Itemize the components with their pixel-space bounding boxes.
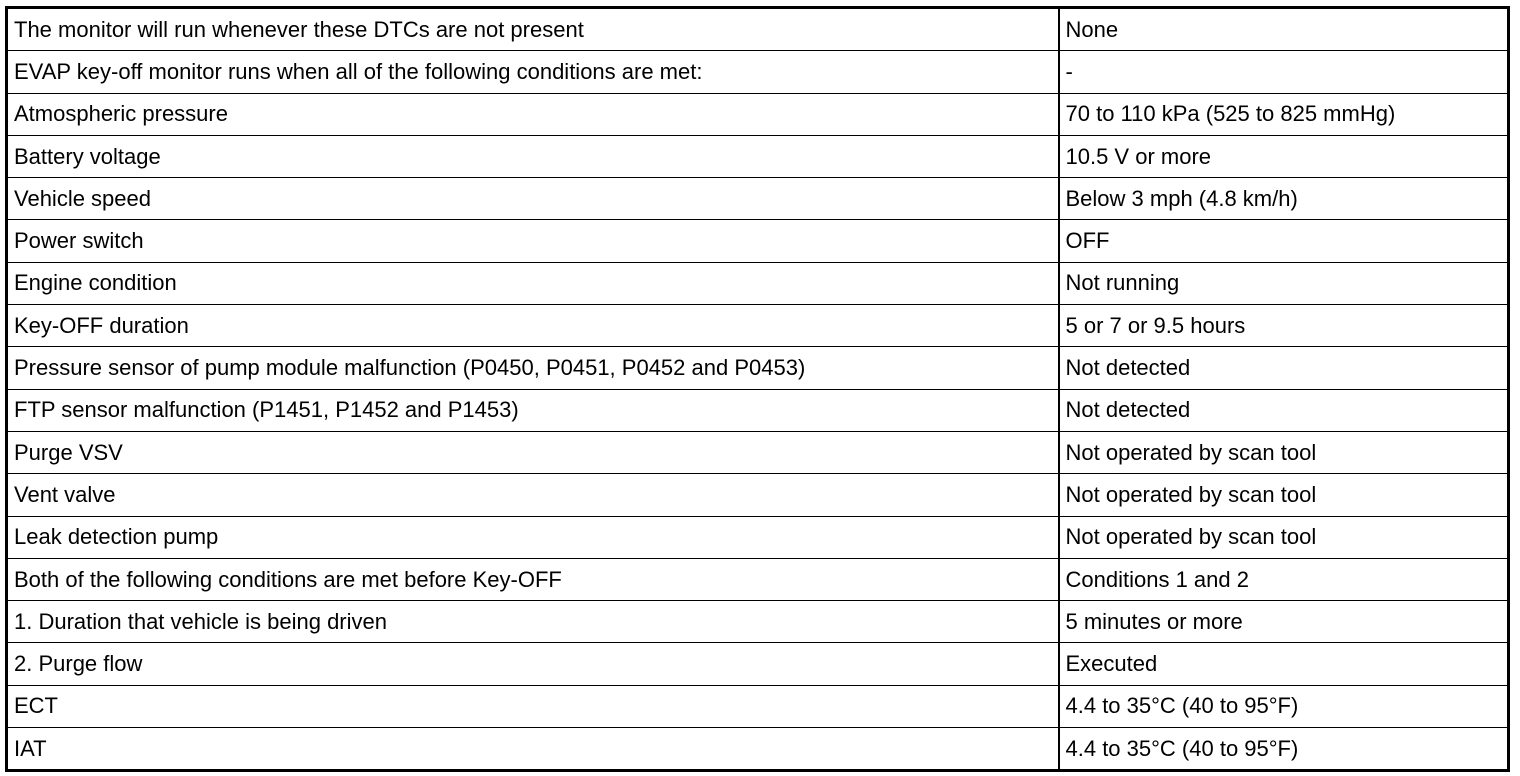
table-row — [7, 51, 1509, 93]
value-cell: 5 or 7 or 9.5 hours — [1059, 305, 1509, 347]
value-cell: Not operated by scan tool — [1059, 516, 1509, 558]
value-cell: 4.4 to 35°C (40 to 95°F) — [1059, 685, 1509, 727]
table-row — [7, 516, 1509, 558]
parameter-cell: ECT — [7, 685, 1059, 727]
parameter-cell: Battery voltage — [7, 135, 1059, 177]
value-cell: Executed — [1059, 643, 1509, 685]
value-cell: 4.4 to 35°C (40 to 95°F) — [1059, 728, 1509, 771]
value-cell: Not detected — [1059, 347, 1509, 389]
table-row — [7, 728, 1509, 771]
table-row — [7, 389, 1509, 431]
parameter-cell: The monitor will run whenever these DTCs are not present — [7, 8, 1059, 51]
table-row — [7, 474, 1509, 516]
value-cell: Not operated by scan tool — [1059, 474, 1509, 516]
table-row — [7, 643, 1509, 685]
parameter-cell: 2. Purge flow — [7, 643, 1059, 685]
table-row — [7, 220, 1509, 262]
parameter-cell: 1. Duration that vehicle is being driven — [7, 601, 1059, 643]
parameter-cell: Vent valve — [7, 474, 1059, 516]
table-row — [7, 305, 1509, 347]
value-cell: OFF — [1059, 220, 1509, 262]
conditions-table-container — [5, 6, 1510, 772]
parameter-cell: Vehicle speed — [7, 178, 1059, 220]
parameter-cell: Power switch — [7, 220, 1059, 262]
value-cell: 10.5 V or more — [1059, 135, 1509, 177]
table-row — [7, 431, 1509, 473]
table-row — [7, 8, 1509, 51]
parameter-cell: Pressure sensor of pump module malfunction (P0450, P0451, P0452 and P0453) — [7, 347, 1059, 389]
table-row — [7, 93, 1509, 135]
monitor-conditions-table — [5, 6, 1510, 772]
value-cell: 5 minutes or more — [1059, 601, 1509, 643]
table-row — [7, 685, 1509, 727]
parameter-cell: Both of the following conditions are met before Key-OFF — [7, 558, 1059, 600]
parameter-cell: Engine condition — [7, 262, 1059, 304]
table-row — [7, 262, 1509, 304]
value-cell: Not detected — [1059, 389, 1509, 431]
parameter-cell: Leak detection pump — [7, 516, 1059, 558]
value-cell: Not operated by scan tool — [1059, 431, 1509, 473]
value-cell: Conditions 1 and 2 — [1059, 558, 1509, 600]
value-cell: None — [1059, 8, 1509, 51]
table-row — [7, 558, 1509, 600]
value-cell: Below 3 mph (4.8 km/h) — [1059, 178, 1509, 220]
parameter-cell: Key-OFF duration — [7, 305, 1059, 347]
parameter-cell: Purge VSV — [7, 431, 1059, 473]
value-cell: 70 to 110 kPa (525 to 825 mmHg) — [1059, 93, 1509, 135]
table-row — [7, 347, 1509, 389]
table-row — [7, 135, 1509, 177]
parameter-cell: IAT — [7, 728, 1059, 771]
parameter-cell: FTP sensor malfunction (P1451, P1452 and P1453) — [7, 389, 1059, 431]
parameter-cell: EVAP key-off monitor runs when all of the following conditions are met: — [7, 51, 1059, 93]
table-row — [7, 178, 1509, 220]
value-cell: - — [1059, 51, 1509, 93]
parameter-cell: Atmospheric pressure — [7, 93, 1059, 135]
value-cell: Not running — [1059, 262, 1509, 304]
table-row — [7, 601, 1509, 643]
